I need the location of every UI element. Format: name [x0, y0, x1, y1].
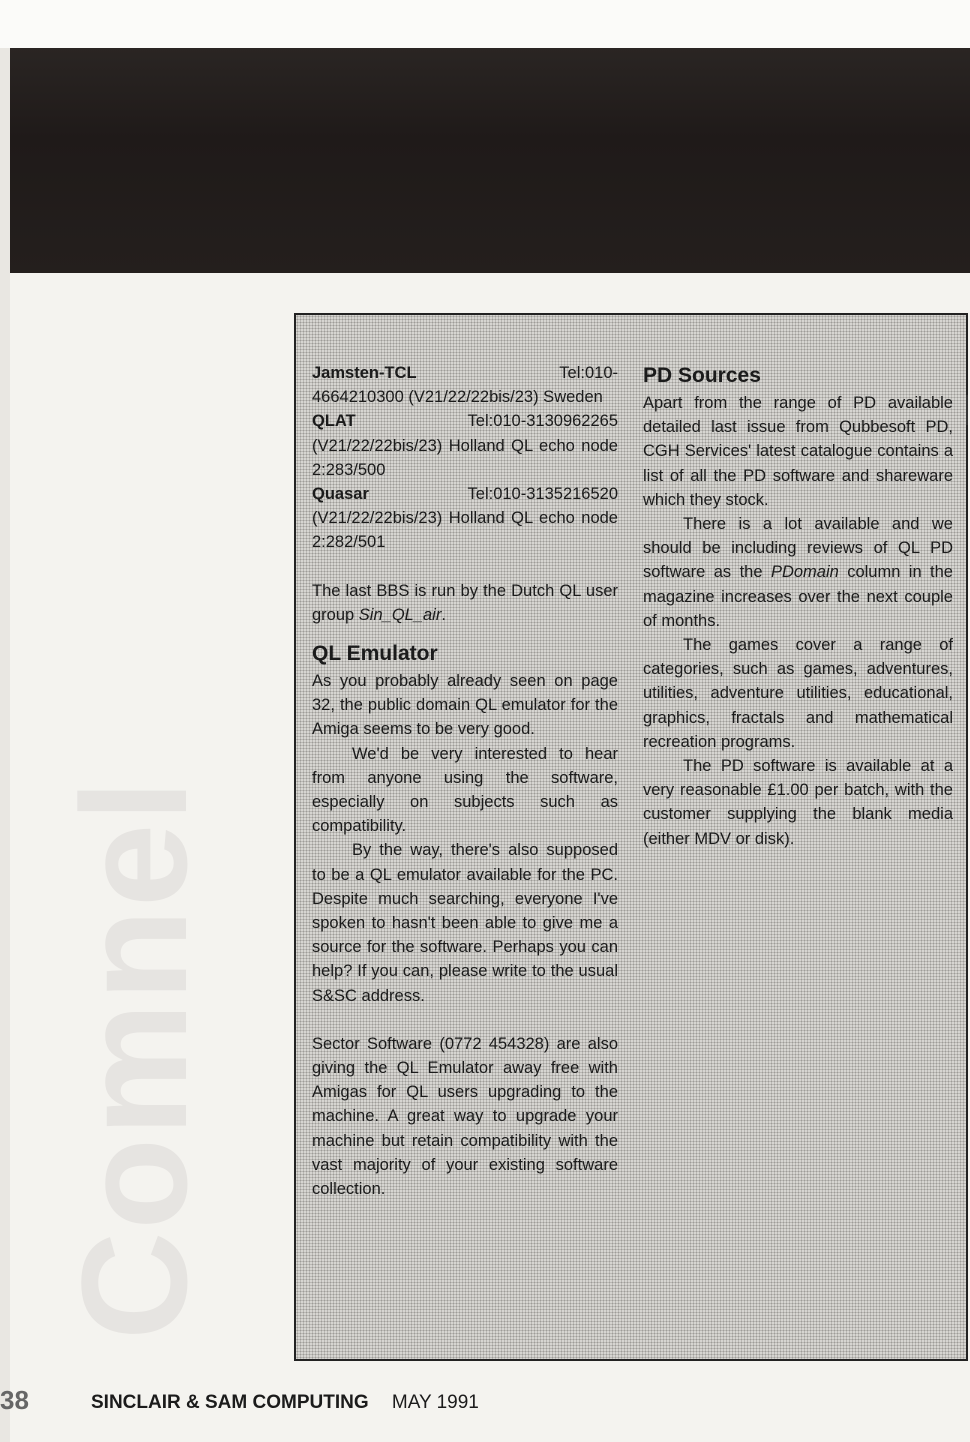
header-band	[8, 48, 970, 273]
paragraph: By the way, there's also supposed to be a QL emulator available for the PC. Despite much searching, everyone I've spoken to hasn't been able to give me a source for the software. Perhaps you can help? If you can, please write to the usual S&SC address.	[312, 841, 618, 1005]
paragraph: We'd be very interested to hear from anyone using the software, especially on subjects such as compatibility.	[312, 744, 618, 836]
bbs-name: Quasar	[312, 485, 369, 504]
page-top-margin	[0, 0, 970, 48]
paragraph: The PD software is available at a very reasonable £1.00 per batch, with the customer supplying the blank media (either MDV or disk).	[643, 757, 953, 848]
publication-name: SINCLAIR & SAM COMPUTING	[91, 1392, 369, 1413]
page-number: 38	[0, 1385, 29, 1415]
issue-date: MAY 1991	[391, 1392, 479, 1413]
bbs-tel: Tel:010-3135216520	[467, 485, 618, 504]
page-edge	[0, 48, 10, 1442]
bbs-name: Jamsten-TCL	[312, 364, 417, 382]
bbs-detail: 4664210300 (V21/22/22bis/23) Sweden	[312, 388, 603, 407]
paragraph: Sector Software (0772 454328) are also giving the QL Emulator away free with Amigas for QL users upgrading to the machine. A great way to upgrade your machine but retain compatibility with the vast majority of your existing software collection.	[312, 1034, 618, 1199]
ghost-section-heading: Comnel	[50, 777, 218, 1340]
user-group-name: Sin_QL_air	[358, 605, 442, 624]
section-heading: QL Emulator	[312, 642, 438, 666]
bbs-entry	[312, 361, 618, 409]
paragraph: Apart from the range of PD available detailed last issue from Qubbesoft PD, CGH Services' latest catalogue contains a list of all the PD software and shareware which they stock.	[643, 394, 953, 509]
paragraph: There is a lot available and we should be including reviews of QL PD software as the PDomain column in the magazine increases over the next couple of months.	[643, 515, 953, 630]
bbs-tel: Tel:010-3130962265	[467, 412, 618, 431]
page-footer	[91, 1392, 479, 1414]
paragraph: The games cover a range of categories, such as games, adventures, utilities, adventure utilities, educational, graphics, fractals and mathematical recreation programs.	[643, 636, 953, 751]
bbs-detail: (V21/22/22bis/23) Holland QL echo node 2:283/500	[312, 436, 618, 479]
left-column	[312, 361, 618, 1201]
bbs-name: QLAT	[312, 412, 356, 431]
column-name: PDomain	[770, 563, 839, 582]
section-heading: PD Sources	[643, 364, 761, 387]
bbs-note: The last BBS is run by the Dutch QL user group Sin_QL_air.	[312, 581, 618, 624]
paragraph: As you probably already seen on page 32, the public domain QL emulator for the Amiga seems to be very good.	[312, 672, 618, 739]
bbs-entry	[312, 409, 618, 482]
bbs-tel: Tel:010-	[559, 364, 618, 382]
bbs-entry	[312, 482, 618, 555]
right-column	[643, 361, 953, 851]
margin-mark	[966, 395, 968, 425]
bbs-detail: (V21/22/22bis/23) Holland QL echo node 2:282/501	[312, 509, 618, 552]
